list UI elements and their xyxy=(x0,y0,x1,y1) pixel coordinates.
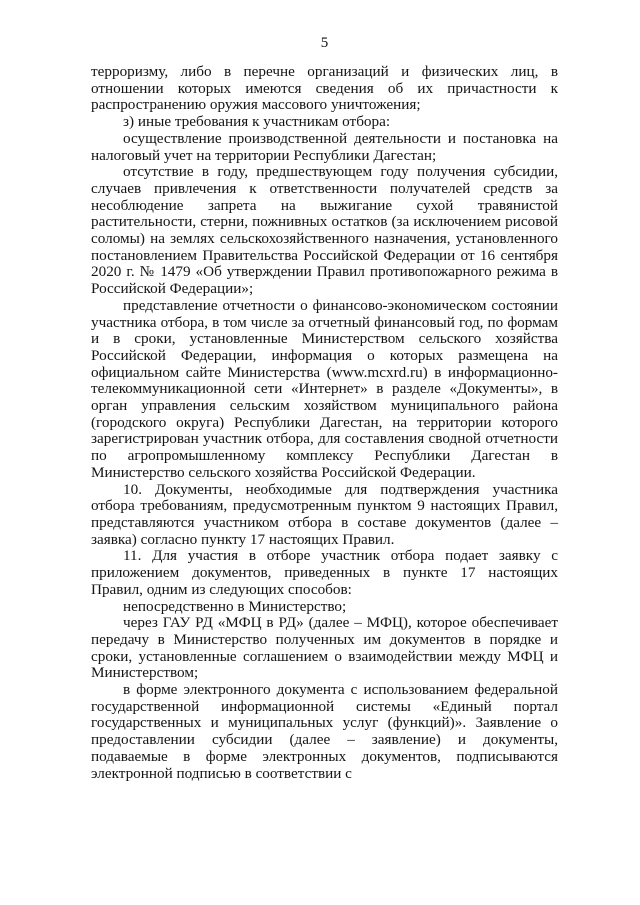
paragraph-2: з) иные требования к участникам отбора: xyxy=(123,113,391,131)
paragraph-1: терроризму, либо в перечне организаций и физических лиц, в отношении которых имеются сведения об их причастности к распространению оружия массового уничтожения; xyxy=(91,63,558,114)
paragraph-5: представление отчетности о финансово-экономическом состоянии участника отбора, в том числе за отчетный финансовый год, по формам и в сроки, установленные Министерством сельского хозяйства Российской Федерации, информация о которых размещена на официальном сайте Министерства (www.mcxrd.ru) в информационно-телекоммуникационной сети «Интернет» в разделе «Документы», в орган управления сельским хозяйством муниципального района (городского округа) Республики Дагестан, на территории которого зарегистрирован участник отбора, для составления сводной отчетности по агропромышленному комплексу Республики Дагестан в Министерство сельского хозяйства Российской Федерации. xyxy=(91,296,558,481)
paragraph-4: отсутствие в году, предшествующем году получения субсидии, случаев привлечения к ответственности получателей средств за несоблюдение запрета на выжигание сухой травянистой растительности, стерни, пожнивных остатков (за исключением рисовой соломы) на землях сельскохозяйственного назначения, установленного постановлением Правительства Российской Федерации от 16 сентября 2020 г. № 1479 «Об утверждении Правил противопожарного режима в Российской Федерации»; xyxy=(91,163,558,298)
document-body xyxy=(91,64,558,782)
paragraph-7: 11. Для участия в отборе участник отбора подает заявку с приложением документов, приведенных в пункте 17 настоящих Правил, одним из следующих способов: xyxy=(91,547,558,598)
paragraph-10: в форме электронного документа с использованием федеральной государственной информационной системы «Единый портал государственных и муниципальных услуг (функций)». Заявление о предоставлении субсидии (далее – заявление) и документы, подаваемые в форме электронных документов, подписываются электронной подписью в соответствии с xyxy=(91,681,558,782)
paragraph-8: непосредственно в Министерство; xyxy=(123,597,347,615)
paragraph-9: через ГАУ РД «МФЦ в РД» (далее – МФЦ), которое обеспечивает передачу в Министерство полученных им документов в порядке и сроки, установленные соглашением о взаимодействии между МФЦ и Министерством; xyxy=(91,614,558,682)
paragraph-6: 10. Документы, необходимые для подтверждения участника отбора требованиям, предусмотренным пунктом 9 настоящих Правил, представляются участником отбора в составе документов (далее – заявка) согласно пункту 17 настоящих Правил. xyxy=(91,480,558,548)
paragraph-3: осуществление производственной деятельности и постановка на налоговый учет на территории Республики Дагестан; xyxy=(91,129,558,164)
page-number: 5 xyxy=(320,35,329,51)
